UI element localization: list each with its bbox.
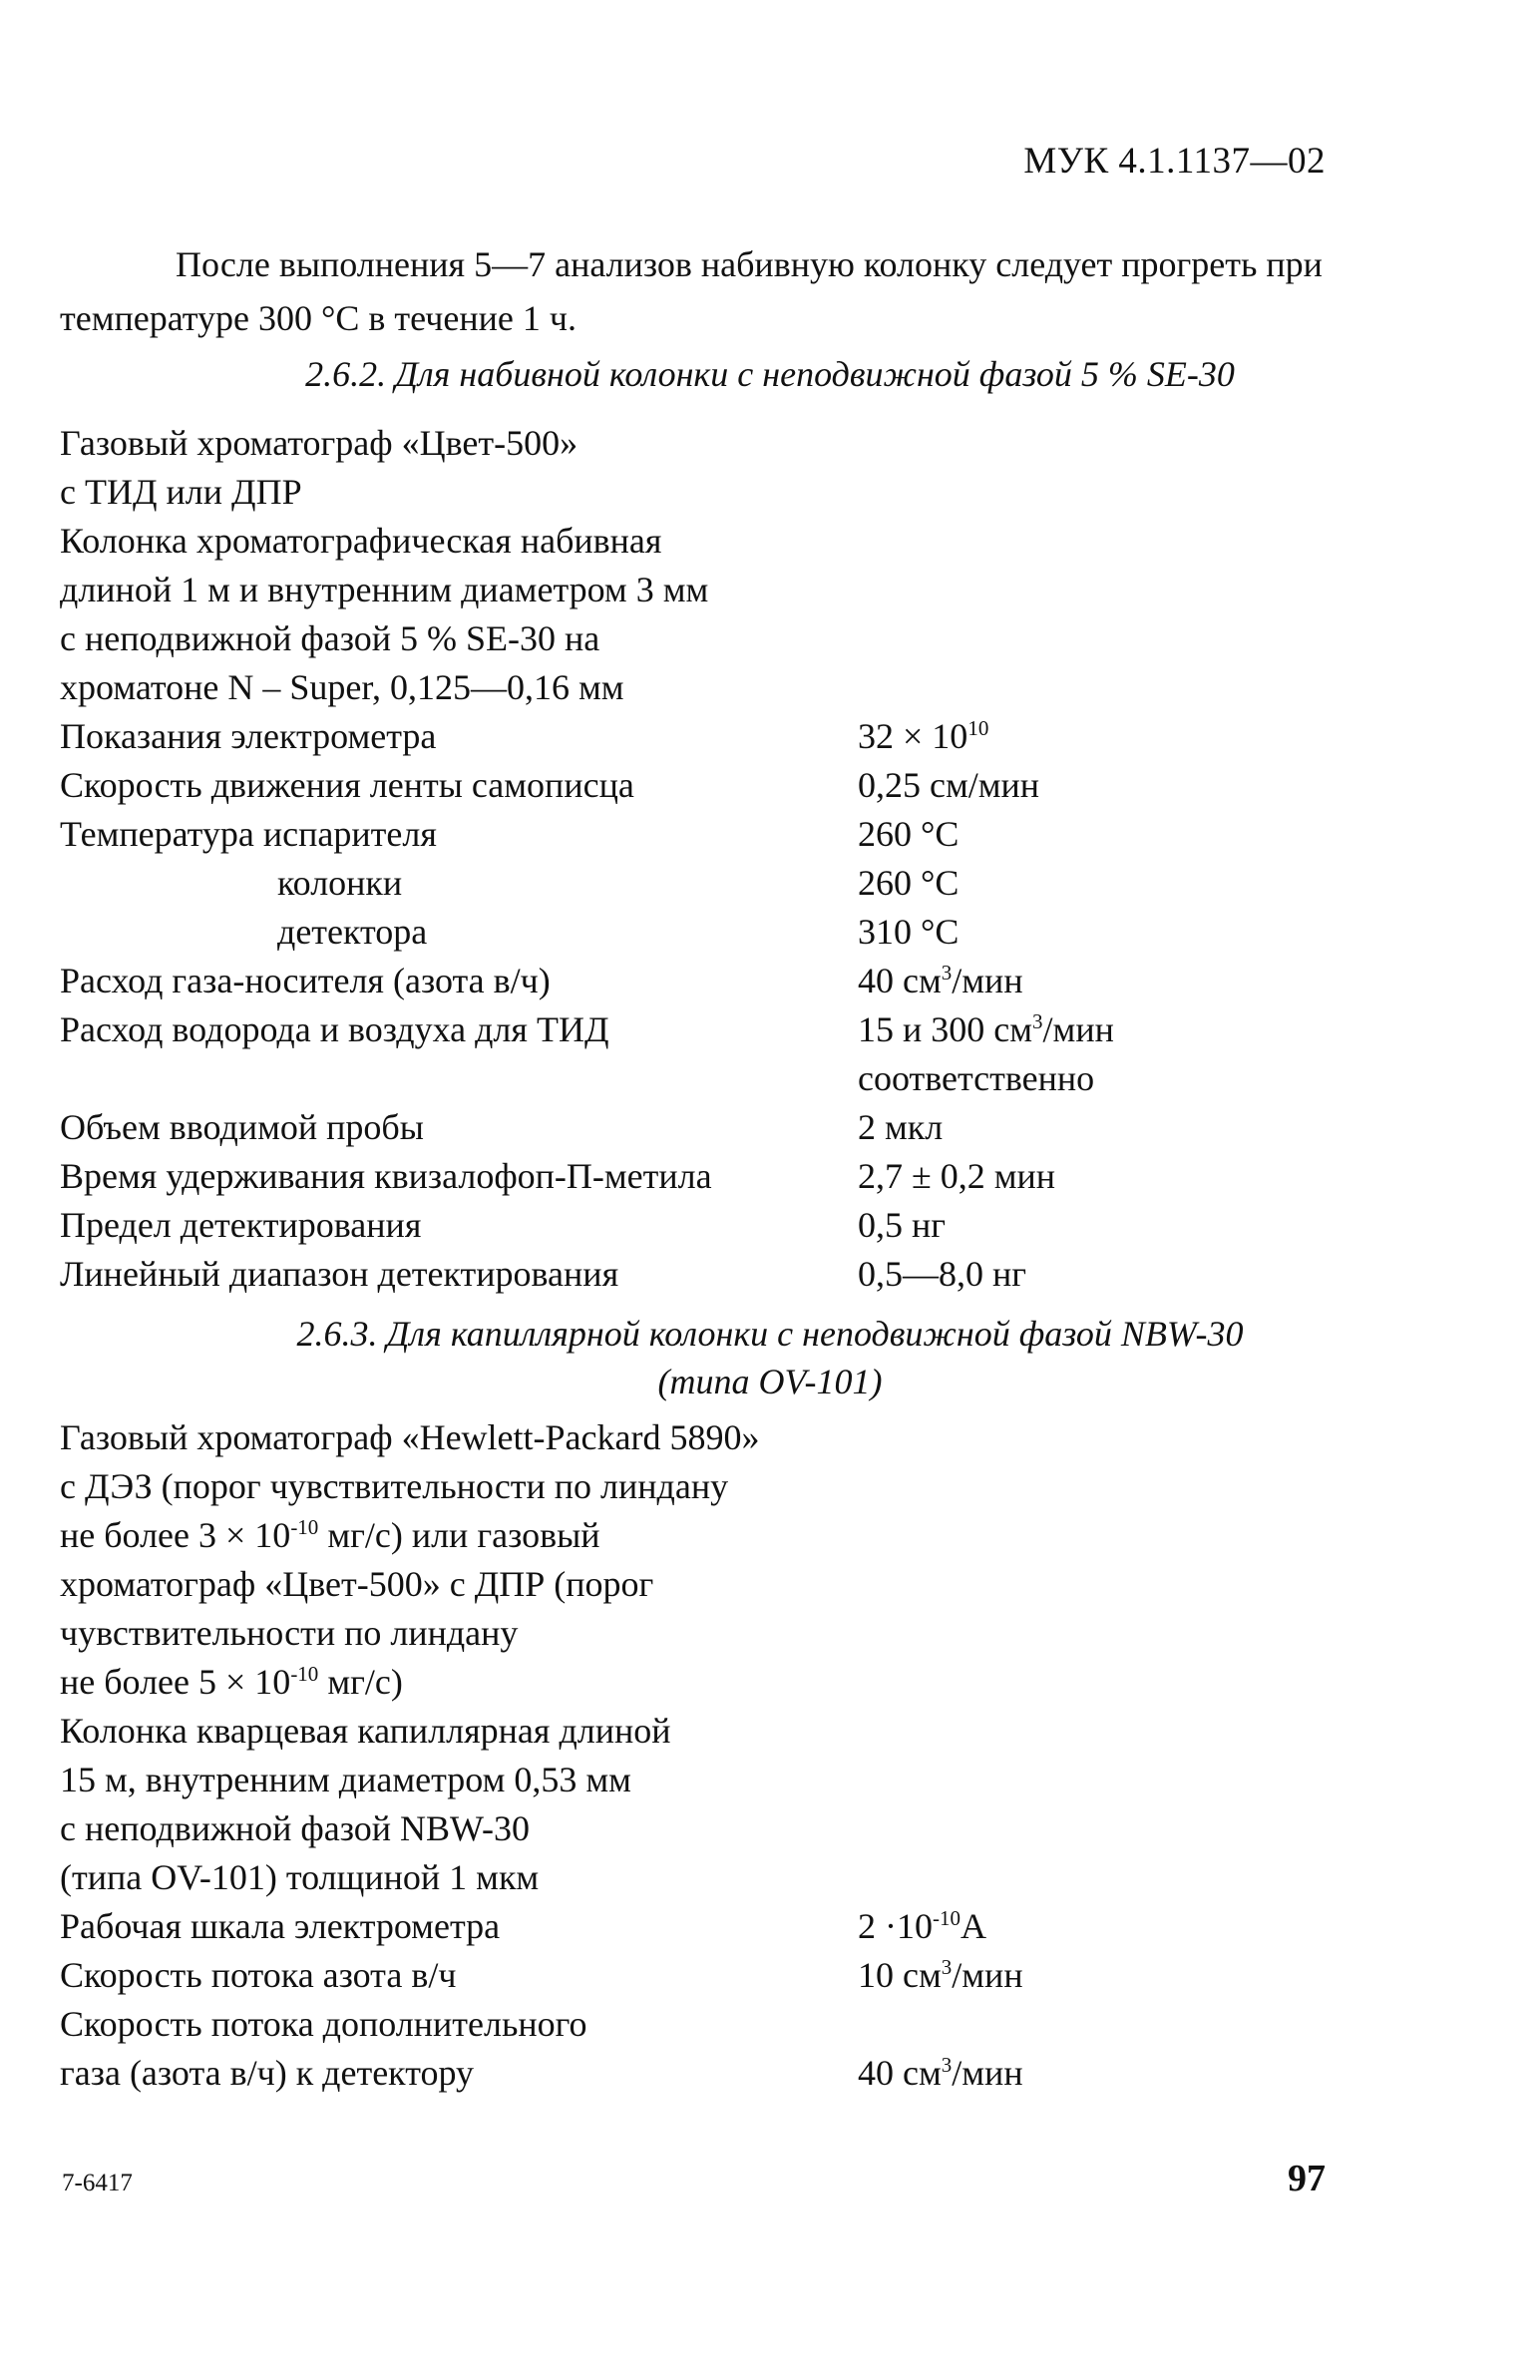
spec-row xyxy=(60,614,1337,663)
section-2-6-2-title: 2.6.2. Для набивной колонки с неподвижной фазой 5 % SE-30 xyxy=(305,354,1235,394)
spec-label: Время удерживания квизалофоп-П-метила xyxy=(60,1156,712,1196)
spec-label: Объем вводимой пробы xyxy=(60,1107,424,1147)
spec-row xyxy=(60,1201,1337,1250)
spec-label: (типа OV-101) толщиной 1 мкм xyxy=(60,1857,540,1897)
spec-label: хроматоне N – Super, 0,125—0,16 мм xyxy=(60,667,624,707)
spec-value: 2 мкл xyxy=(858,1107,944,1147)
spec-value: $32 \times 10^{10}$ xyxy=(858,716,989,756)
intro-paragraph: После выполнения 5—7 анализов набивную колонку следует прогреть при температуре 300 °С в течение 1 ч. xyxy=(60,244,1323,338)
spec-label: Расход водорода и воздуха для ТИД xyxy=(60,1009,609,1049)
spec-row xyxy=(60,1462,1337,1511)
spec-value: 260 °С xyxy=(858,863,960,903)
spec-label: с неподвижной фазой 5 % SE-30 на xyxy=(60,618,600,658)
section-2-6-3-title: 2.6.3. Для капиллярной колонки с неподвижной фазой NBW-30 xyxy=(296,1314,1244,1354)
spec-label: Температура испарителя xyxy=(60,814,437,854)
spec-row xyxy=(60,712,1337,761)
spec-row xyxy=(60,1103,1337,1152)
spec-value: 0,5—8,0 нг xyxy=(858,1254,1027,1294)
section-2-6-3-spec-list xyxy=(60,1413,1337,2098)
spec-label: Расход газа-носителя (азота в/ч) xyxy=(60,961,551,1000)
spec-row xyxy=(60,1951,1337,2000)
spec-label: Предел детектирования xyxy=(60,1205,422,1245)
spec-row xyxy=(60,566,1337,614)
spec-row xyxy=(60,2049,1337,2098)
spec-label: газа (азота в/ч) к детектору xyxy=(60,2053,474,2093)
spec-row xyxy=(60,468,1337,517)
spec-label: Колонка кварцевая капиллярная длиной xyxy=(60,1711,671,1751)
spec-row xyxy=(60,1005,1337,1054)
spec-row xyxy=(60,663,1337,712)
section-2-6-2-spec-list xyxy=(60,419,1337,1299)
spec-label: чувствительности по линдану xyxy=(60,1613,519,1653)
spec-value: 10 $см^3$/мин xyxy=(858,1955,1023,1995)
spec-row xyxy=(60,1413,1337,1462)
spec-row xyxy=(60,2000,1337,2049)
spec-label: хроматограф «Цвет-500» с ДПР (порог xyxy=(60,1564,654,1604)
spec-label: Скорость движения ленты самописца xyxy=(60,765,634,805)
section-2-6-3-title-line2: (типа OV-101) xyxy=(657,1362,883,1401)
spec-value: 260 °С xyxy=(858,814,960,854)
spec-row xyxy=(60,859,1337,908)
spec-label: детектора xyxy=(277,912,428,952)
spec-row xyxy=(60,1853,1337,1902)
spec-value: 2,7 ± 0,2 мин xyxy=(858,1156,1056,1196)
spec-row xyxy=(60,908,1337,957)
spec-label: 15 м, внутренним диаметром 0,53 мм xyxy=(60,1760,631,1799)
spec-value: соответственно xyxy=(858,1058,1095,1098)
spec-label: Скорость потока дополнительного xyxy=(60,2004,587,2044)
spec-row xyxy=(60,1804,1337,1853)
spec-value: 40 $см^3$/мин xyxy=(858,961,1023,1000)
spec-label: Колонка хроматографическая набивная xyxy=(60,521,662,561)
spec-label: Газовый хроматограф «Hewlett-Packard 5890» xyxy=(60,1417,760,1457)
spec-value: 0,5 нг xyxy=(858,1205,947,1245)
spec-label: Газовый хроматограф «Цвет-500» xyxy=(60,423,578,463)
spec-row xyxy=(60,1658,1337,1707)
spec-row xyxy=(60,761,1337,810)
spec-label: с ДЭЗ (порог чувствительности по линдану xyxy=(60,1466,729,1506)
spec-label: длиной 1 м и внутренним диаметром 3 мм xyxy=(60,570,709,609)
spec-row xyxy=(60,1511,1337,1560)
page-number: 97 xyxy=(1288,2158,1326,2199)
spec-row xyxy=(60,1250,1337,1299)
spec-row xyxy=(60,1902,1337,1951)
spec-row xyxy=(60,1756,1337,1804)
spec-label: Рабочая шкала электрометра xyxy=(60,1906,501,1946)
spec-value: $2 \cdot 10^{-10}А$ xyxy=(858,1906,986,1946)
spec-label: не более $3 \times 10^{-10}$ мг/с) или газовый xyxy=(60,1515,600,1555)
spec-row xyxy=(60,1560,1337,1609)
spec-value: 0,25 см/мин xyxy=(858,765,1040,805)
spec-label: Скорость потока азота в/ч xyxy=(60,1955,457,1995)
spec-label: Линейный диапазон детектирования xyxy=(60,1254,619,1294)
spec-row xyxy=(60,1152,1337,1201)
spec-label: Показания электрометра xyxy=(60,716,437,756)
spec-label: колонки xyxy=(277,863,403,903)
spec-value: 40 $см^3$/мин xyxy=(858,2053,1023,2093)
spec-row xyxy=(60,419,1337,468)
spec-value: 15 и 300 $см^3$/мин xyxy=(858,1009,1114,1049)
spec-row xyxy=(60,1707,1337,1756)
spec-value: 310 °С xyxy=(858,912,960,952)
spec-label: не более $5 \times 10^{-10}$ мг/с) xyxy=(60,1662,403,1702)
spec-row xyxy=(60,810,1337,859)
spec-row xyxy=(60,517,1337,566)
spec-row xyxy=(60,1609,1337,1658)
doc-code-header: МУК 4.1.1137—02 xyxy=(1023,141,1326,182)
print-code: 7-6417 xyxy=(62,2170,133,2196)
spec-label: с неподвижной фазой NBW-30 xyxy=(60,1808,531,1848)
spec-row xyxy=(60,957,1337,1005)
spec-row xyxy=(60,1054,1337,1103)
spec-label: с ТИД или ДПР xyxy=(60,472,302,512)
